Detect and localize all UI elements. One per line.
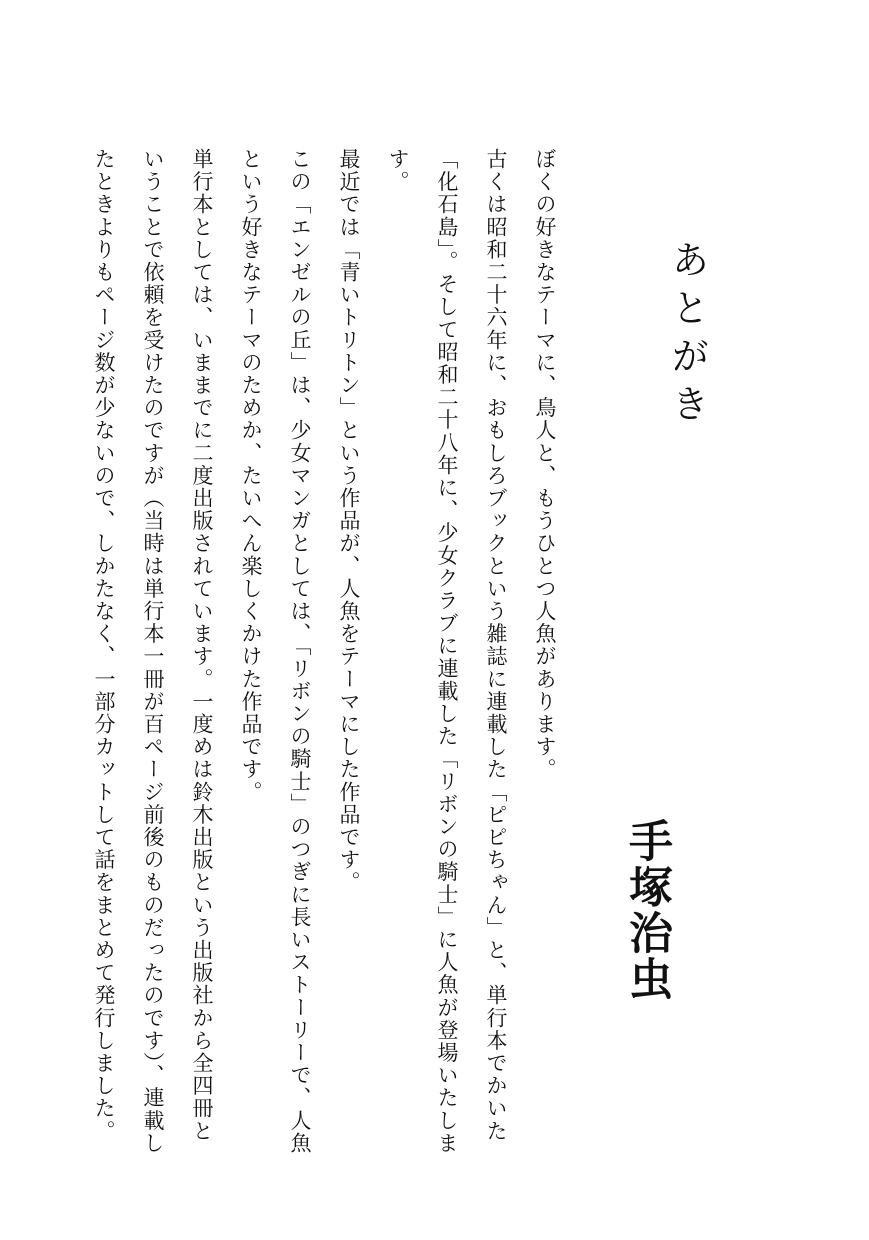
paragraph: この「エンゼルの丘」は、少女マンガとしては、「リボンの騎士」のつぎに長いストーリーで、人魚という好きなテーマのためか、たいへん楽しくかけた作品です。 <box>239 148 312 1155</box>
paragraph: ぼくの好きなテーマに、鳥人と、もうひとつ人魚があります。 <box>533 148 557 781</box>
author-name: 手塚治虫 <box>621 818 672 1002</box>
paragraph: 古くは昭和二十六年に、おもしろブックという雑誌に連載した「ピピちゃん」と、単行本でかいた「化石島」。そして昭和二十八年に、少女クラブに連載した「リボンの騎士」に人魚が登場いたします。 <box>386 148 508 1155</box>
afterword-body <box>79 92 569 1164</box>
paragraph: 単行本としては、いままでに二度出版されています。一度めは鈴木出版という出版社から全四冊ということで依頼を受けたのですが（当時は単行本一冊が百ページ前後のものだったのです）、連載したときよりもページ数が少ないので、しかたなく、一部分カットして話をまとめて発行しました。 <box>92 148 214 1155</box>
page-title: あとがき <box>665 240 709 432</box>
paragraph: 最近では「青いトリトン」という作品が、人魚をテーマにした作品です。 <box>337 148 361 894</box>
